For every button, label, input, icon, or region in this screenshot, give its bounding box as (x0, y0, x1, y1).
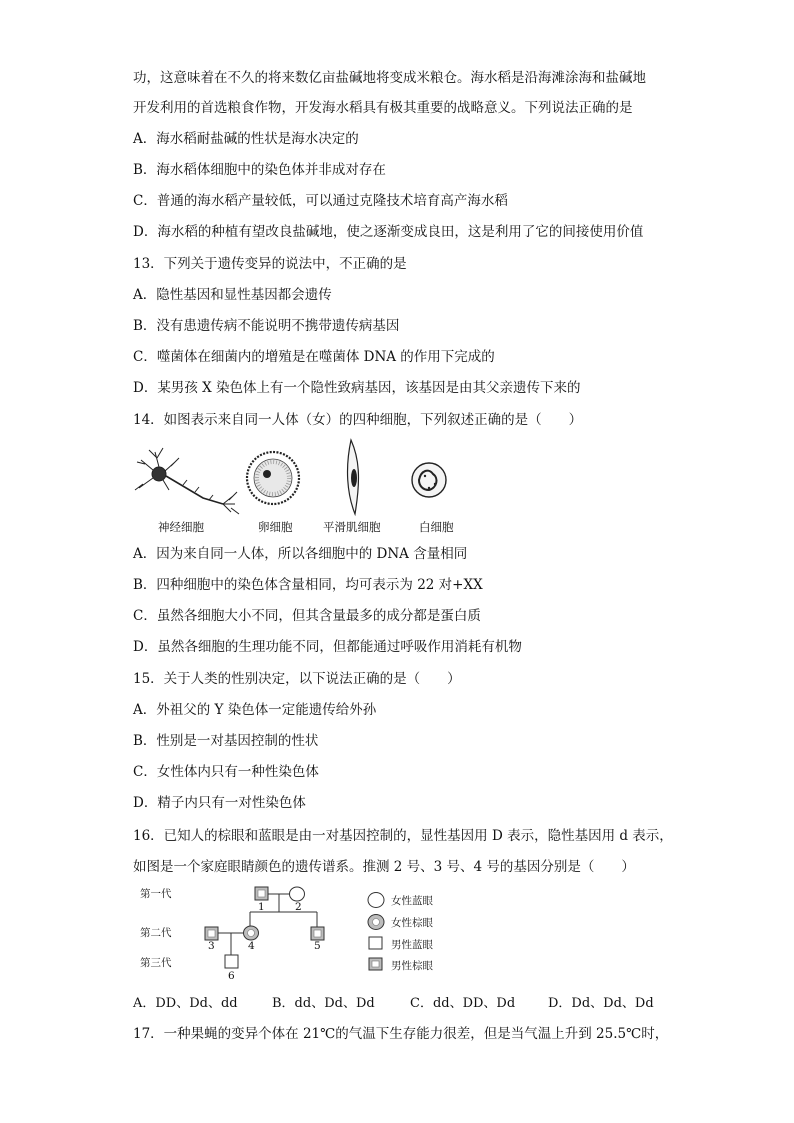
q14-option-a: A．因为来自同一人体，所以各细胞中的 DNA 含量相同 (133, 546, 468, 562)
q16-option-b: B．dd、Dd、Dd (272, 996, 375, 1011)
q16-stem-line-1: 16．已知人的棕眼和蓝眼是由一对基因控制的，显性基因用 D 表示，隐性基因用 d 表示， (133, 828, 673, 844)
q13-option-c: C．噬菌体在细菌内的增殖是在噬菌体 DNA 的作用下完成的 (133, 349, 495, 365)
figure-label-smooth-muscle: 平滑肌细胞 (323, 520, 381, 534)
figure-label-neuron: 神经细胞 (158, 520, 204, 534)
figure-label-egg: 卵细胞 (258, 520, 293, 534)
q12-option-a: A．海水稻耐盐碱的性状是海水决定的 (133, 131, 359, 147)
q14-option-d: D．虽然各细胞的生理功能不同，但都能通过呼吸作用消耗有机物 (133, 639, 522, 655)
q13-option-a: A．隐性基因和显性基因都会遗传 (133, 287, 332, 303)
legend-female-brown: 女性棕眼 (391, 917, 433, 929)
q13-option-b: B．没有患遗传病不能说明不携带遗传病基因 (133, 318, 400, 334)
q15-option-d: D．精子内只有一对性染色体 (133, 795, 306, 811)
q12-option-b: B．海水稻体细胞中的染色体并非成对存在 (133, 162, 386, 178)
q15-stem: 15．关于人类的性别决定，以下说法正确的是（ ） (133, 671, 461, 687)
q13-stem: 13．下列关于遗传变异的说法中，不正确的是 (133, 256, 407, 272)
pedigree-number-5: 5 (314, 940, 321, 952)
pedigree-number-1: 1 (258, 901, 265, 913)
legend-female-blue-symbol (368, 893, 384, 908)
q14-option-b: B．四种细胞中的染色体含量相同，均可表示为 22 对+XX (133, 577, 483, 593)
q15-option-a: A．外祖父的 Y 染色体一定能遗传给外孙 (133, 702, 377, 718)
pedigree-person-6 (225, 955, 238, 968)
pedigree-person-2 (290, 887, 305, 901)
intro-line-2: 开发利用的首选粮食作物，开发海水稻具有极其重要的战略意义。下列说法正确的是 (133, 100, 633, 116)
legend-male-brown: 男性棕眼 (391, 960, 433, 972)
intro-line-1: 功，这意味着在不久的将来数亿亩盐碱地将变成米粮仓。海水稻是沿海滩涂海和盐碱地 (133, 70, 646, 86)
q12-option-d: D．海水稻的种植有望改良盐碱地，使之逐渐变成良田，这是利用了它的间接使用价值 (133, 224, 644, 240)
q16-option-c: C．dd、DD、Dd (410, 996, 516, 1011)
q14-option-c: C．虽然各细胞大小不同，但其含量最多的成分都是蛋白质 (133, 608, 481, 624)
pedigree-number-4: 4 (248, 940, 255, 952)
figure-label-white-blood-cell: 白细胞 (419, 520, 454, 534)
generation-1-label: 第一代 (140, 888, 172, 900)
legend-female-blue: 女性蓝眼 (391, 895, 433, 907)
q12-option-c: C．普通的海水稻产量较低，可以通过克隆技术培育高产海水稻 (133, 193, 508, 209)
legend-male-blue: 男性蓝眼 (391, 939, 433, 951)
pedigree-number-2: 2 (295, 901, 302, 913)
q17-stem: 17．一种果蝇的变异个体在 21℃的气温下生存能力很差，但是当气温上升到 25.5℃时， (133, 1026, 669, 1042)
generation-2-label: 第二代 (140, 927, 172, 939)
q15-option-b: B．性别是一对基因控制的性状 (133, 733, 319, 749)
q16-option-a: A．DD、Dd、dd (133, 996, 238, 1011)
generation-3-label: 第三代 (140, 957, 172, 969)
q13-option-d: D．某男孩 X 染色体上有一个隐性致病基因，该基因是由其父亲遗传下来的 (133, 380, 581, 396)
legend-male-blue-symbol (369, 937, 382, 949)
q16-stem-line-2: 如图是一个家庭眼睛颜色的遗传谱系。推测 2 号、3 号、4 号的基因分别是（ ） (133, 859, 635, 875)
q15-option-c: C．女性体内只有一种性染色体 (133, 764, 319, 780)
pedigree-number-3: 3 (208, 940, 215, 952)
pedigree-number-6: 6 (228, 970, 235, 982)
q16-option-d: D．Dd、Dd、Dd (548, 996, 654, 1011)
q14-stem: 14．如图表示来自同一人体（女）的四种细胞，下列叙述正确的是（ ） (133, 412, 583, 428)
